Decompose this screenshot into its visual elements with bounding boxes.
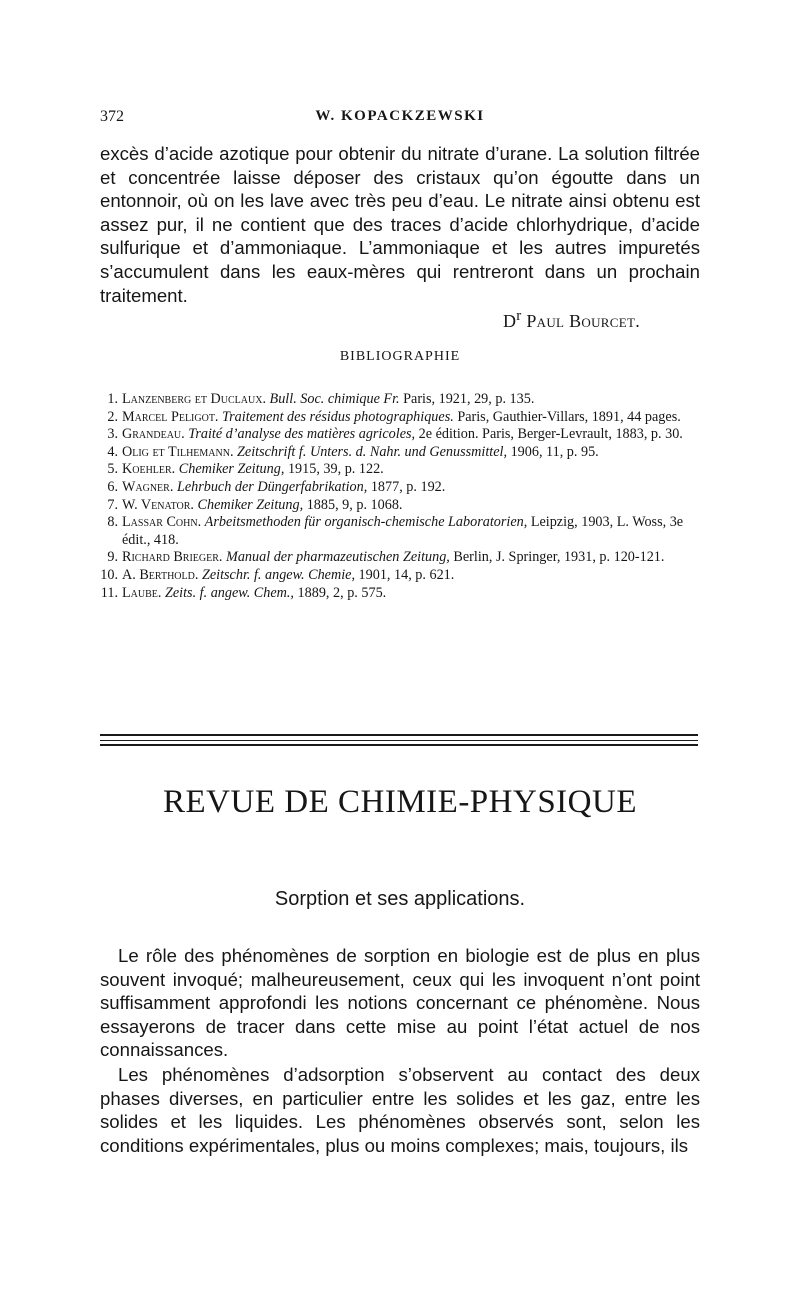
bibliography-details: 1915, 39, p. 122. [284, 461, 384, 478]
bibliography-details: 2e édition. Paris, Berger-Levrault, 1883, p. 30. [415, 426, 683, 443]
bibliography-item [100, 479, 698, 497]
bibliography-number: 6. [107, 478, 118, 495]
bibliography-work: Traitement des résidus photographiques. [222, 408, 454, 425]
bibliography-item [100, 444, 698, 462]
bibliography-item [100, 409, 698, 427]
bibliography-details: Paris, Gauthier-Villars, 1891, 44 pages. [453, 408, 681, 425]
bibliography-number: 5. [107, 461, 118, 478]
bibliography-author: Lassar Cohn. [122, 514, 202, 531]
bibliography-author: Grandeau. [122, 426, 185, 443]
bibliography-author: Wagner. [122, 478, 174, 495]
bibliography-author: A. Berthold. [122, 566, 199, 583]
bibliography-details: Paris, 1921, 29, p. 135. [399, 391, 535, 407]
bibliography-work: Traité d’analyse des matières agricoles, [188, 426, 416, 443]
bibliography-work: Zeits. f. angew. Chem., [164, 584, 294, 601]
section-divider-rule [100, 740, 698, 741]
bibliography-number: 1. [107, 391, 118, 407]
bibliography-details: Leipzig, 1903, L. Woss, 3e édit., 418. [122, 514, 684, 548]
bibliography-author: Marcel Peligot. [122, 408, 219, 425]
bibliography-author: Richard Brieger. [122, 549, 223, 566]
bibliography-details: 1901, 14, p. 621. [355, 566, 455, 583]
bibliography-details: 1885, 9, p. 1068. [303, 496, 403, 513]
bibliography-details: 1889, 2, p. 575. [293, 584, 387, 601]
bibliography-author: Lanzenberg et Duclaux. [122, 391, 266, 407]
bibliography-work: Arbeitsmethoden für organisch-chemische Laboratorien, [204, 514, 528, 531]
bibliography-work: Chemiker Zeitung, [178, 461, 285, 478]
section-title: REVUE DE CHIMIE-PHYSIQUE [163, 784, 637, 820]
bibliography-number: 7. [107, 496, 118, 513]
page-number: 372 [100, 108, 124, 125]
bibliography-list [100, 391, 698, 602]
intro-paragraph: excès d’acide azotique pour obtenir du nitrate d’urane. La solution filtrée et concentrée laisse déposer des cristaux qu’on égoutte dans un entonnoir, où on les lave avec très peu d’eau. Le nitrate ainsi obtenu est assez pur, il ne contient que des traces d’acide chlorhydrique, d’acide sulfurique et d’ammoniaque. L’ammoniaque et les autres impuretés s’accumulent dans les eaux-mères qui rentreront dans un prochain traitement. [100, 143, 700, 306]
bibliography-work: Manual der pharmazeutischen Zeitung, [226, 549, 450, 566]
article-subtitle: Sorption et ses applications. [274, 888, 526, 910]
bibliography-number: 2. [107, 408, 118, 425]
bibliography-item [100, 585, 698, 603]
bibliography-work: Lehrbuch der Düngerfabrikation, [176, 478, 368, 495]
bibliography-work: Zeitschrift f. Unters. d. Nahr. und Genussmittel, [237, 443, 508, 460]
signature [503, 308, 640, 332]
signature-title: D [502, 311, 517, 331]
bibliography-details: 1877, p. 192. [367, 478, 446, 495]
bibliography-details: 1906, 11, p. 95. [507, 443, 599, 460]
bibliography-number: 3. [107, 426, 118, 443]
bibliography-details: Berlin, J. Springer, 1931, p. 120-121. [449, 549, 665, 566]
bibliography-author: Olig et Tilhemann. [122, 443, 234, 460]
bibliography-number: 11. [100, 584, 118, 601]
bibliography-author: W. Venator. [122, 496, 194, 513]
bibliography-number: 4. [107, 443, 118, 460]
bibliography-work: Bull. Soc. chimique Fr. [269, 391, 400, 407]
body-paragraph: Le rôle des phénomènes de sorption en biologie est de plus en plus souvent invoqué; malheureusement, ceux qui les invoquent n’ont point suffisamment approfondi les notions concernant ce phénomène. Nous essayerons de tracer dans cette mise au point l’état actuel de nos connaissances. [100, 945, 700, 1061]
page-header [100, 108, 700, 132]
signature-name: Paul Bourcet. [526, 311, 640, 331]
bibliography-work: Zeitschr. f. angew. Chemie, [201, 566, 355, 583]
section-divider-rule [100, 744, 698, 746]
running-head: W. KOPACKZEWSKI [315, 108, 485, 124]
bibliography-author: Laube. [122, 584, 162, 601]
body-paragraph: Les phénomènes d’adsorption s’observent au contact des deux phases diverses, en particulier entre les solides et les gaz, entre les solides et les liquides. Les phénomènes observés sont, selon les conditions expérimentales, plus ou moins complexes; mais, toujours, ils [100, 1064, 700, 1156]
signature-title-sup: r [516, 308, 522, 324]
bibliography-item [100, 426, 698, 444]
bibliography-item [100, 514, 698, 549]
bibliography-item [100, 549, 698, 567]
bibliography-number: 8. [107, 514, 118, 531]
bibliography-work: Chemiker Zeitung, [197, 496, 304, 513]
bibliography-item [100, 461, 698, 479]
bibliography-item [100, 391, 698, 409]
bibliography-number: 9. [107, 549, 118, 566]
bibliography-number: 10. [100, 566, 118, 583]
bibliography-heading: BIBLIOGRAPHIE [339, 349, 461, 364]
bibliography-item [100, 567, 698, 585]
bibliography-item [100, 497, 698, 515]
section-divider-rule [100, 734, 698, 736]
bibliography-author: Koehler. [122, 461, 176, 478]
